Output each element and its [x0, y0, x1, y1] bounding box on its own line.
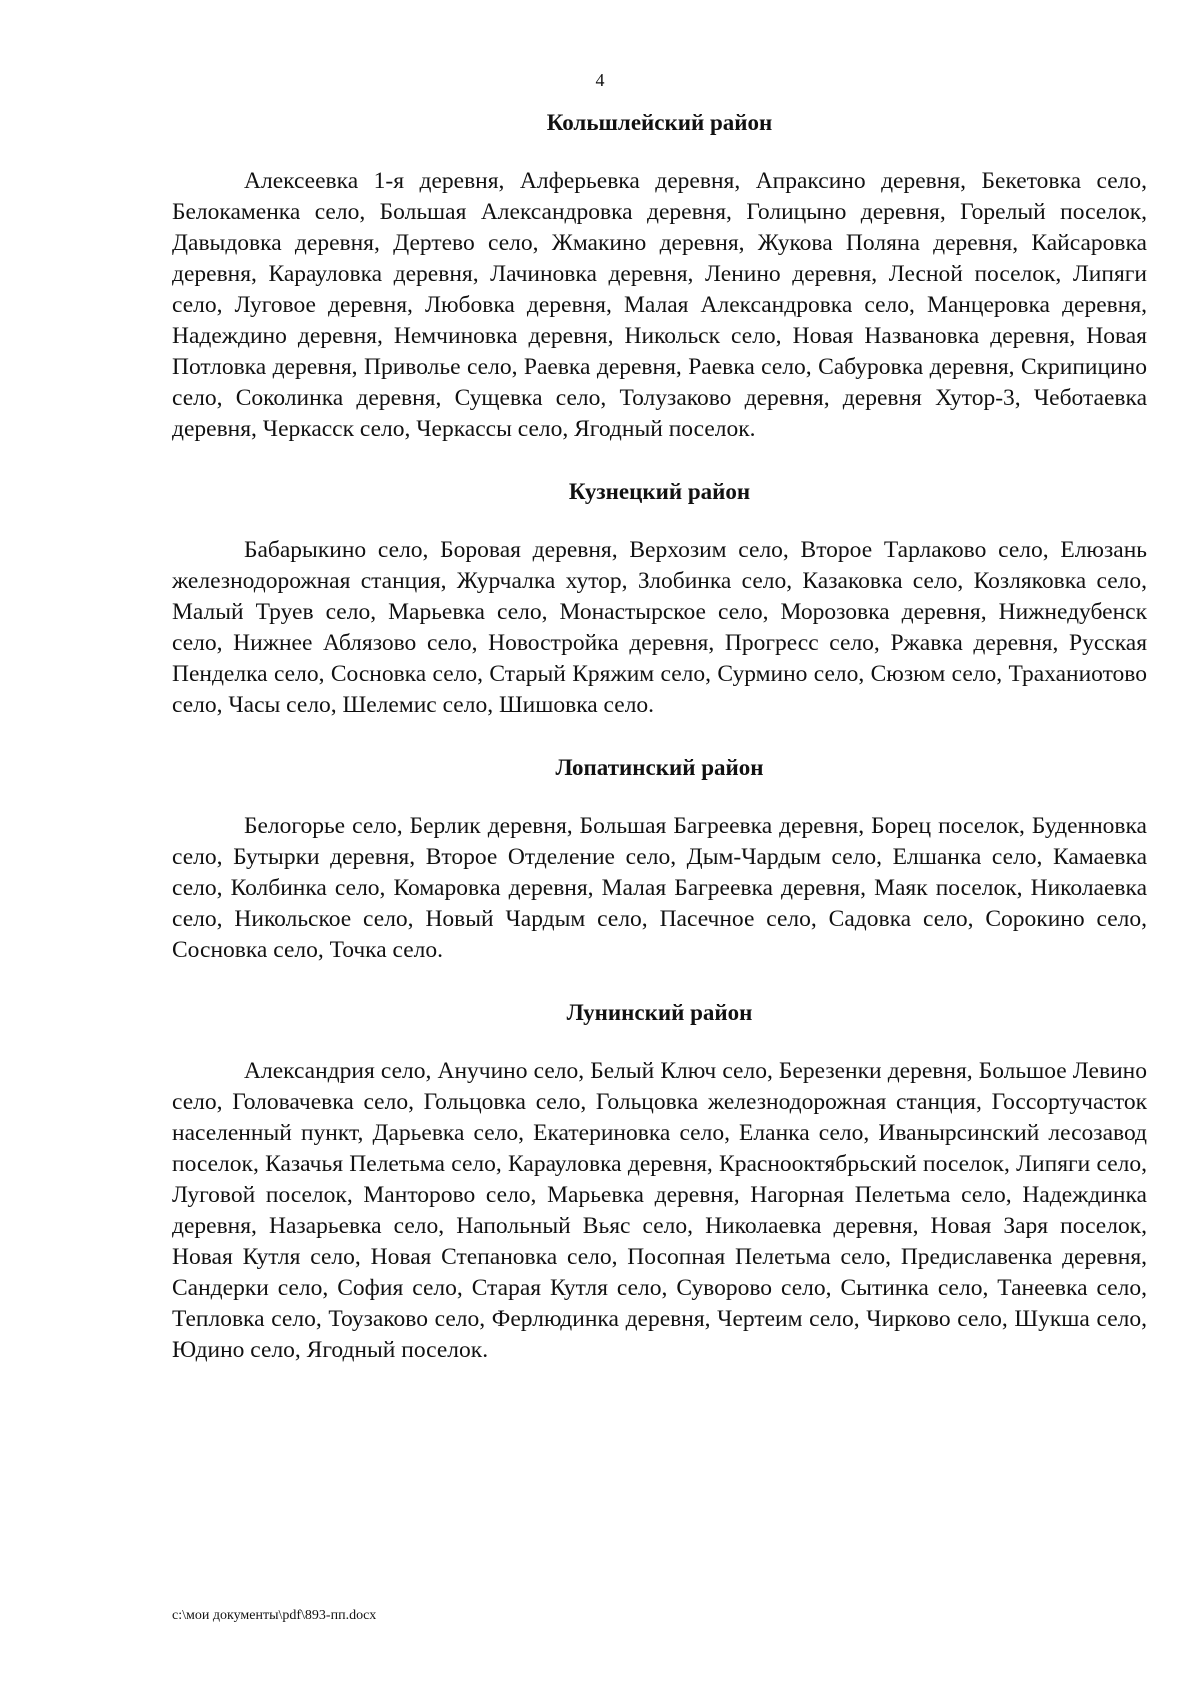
section-text: Алексеевка 1-я деревня, Алферьевка деревня, Апраксино деревня, Бекетовка село, Белокаменка село, Большая Александровка деревня, Голицыно деревня, Горелый поселок, Давыдовка деревня, Дертево село, Жмакино деревня, Жукова Поляна деревня, Кайсаровка деревня, Карауловка деревня, Лачиновка деревня, Ленино деревня, Лесной поселок, Липяги село, Луговое деревня, Любовка деревня, Малая Александровка село, Манцеровка деревня, Надеждино деревня, Немчиновка деревня, Никольск село, Новая Названовка деревня, Новая Потловка деревня, Приволье село, Раевка деревня, Раевка село, Сабуровка деревня, Скрипицино село, Соколинка деревня, Сущевка село, Толузаково деревня, деревня Хутор-3, Чеботаевка деревня, Черкасск село, Черкассы село, Ягодный поселок.	[172, 168, 1147, 442]
section-text: Бабарыкино село, Боровая деревня, Верхозим село, Второе Тарлаково село, Елюзань железнодорожная станция, Журчалка хутор, Злобинка село, Казаковка село, Козляковка село, Малый Труев село, Марьевка село, Монастырское село, Морозовка деревня, Нижнедубенск село, Нижнее Аблязово село, Новостройка деревня, Прогресс село, Ржавка деревня, Русская Пенделка село, Сосновка село, Старый Кряжим село, Сурмино село, Сюзюм село, Траханиотово село, Часы село, Шелемис село, Шишовка село.	[172, 537, 1147, 718]
document-body	[172, 108, 1147, 1398]
footer-file-path: c:\мои документы\pdf\893-пп.docx	[172, 1608, 377, 1623]
section-kolyshley	[172, 108, 1147, 445]
section-text: Александрия село, Анучино село, Белый Ключ село, Березенки деревня, Большое Левино село, Головачевка село, Гольцовка село, Гольцовка железнодорожная станция, Госсортучасток населенный пункт, Дарьевка село, Екатериновка село, Еланка село, Иванырсинский лесозавод поселок, Казачья Пелетьма село, Карауловка деревня, Краснооктябрьский поселок, Липяги село, Луговой поселок, Манторово село, Марьевка деревня, Нагорная Пелетьма село, Надеждинка деревня, Назарьевка село, Напольный Вьяс село, Николаевка деревня, Новая Заря поселок, Новая Кутля село, Новая Степановка село, Посопная Пелетьма село, Предиславенка деревня, Сандерки село, София село, Старая Кутля село, Суворово село, Сытинка село, Танеевка село, Тепловка село, Тоузаково село, Ферлюдинка деревня, Чертеим село, Чирково село, Шукша село, Юдино село, Ягодный поселок.	[172, 1058, 1147, 1363]
section-title: Кольшлейский район	[546, 110, 773, 135]
section-lunino	[172, 998, 1147, 1366]
section-title: Лунинский район	[566, 1000, 753, 1025]
page-number: 4	[595, 70, 605, 90]
section-kuznetsk	[172, 477, 1147, 721]
section-title: Кузнецкий район	[568, 479, 751, 504]
section-text: Белогорье село, Берлик деревня, Большая Багреевка деревня, Борец поселок, Буденновка село, Бутырки деревня, Второе Отделение село, Дым-Чардым село, Елшанка село, Камаевка село, Колбинка село, Комаровка деревня, Малая Багреевка деревня, Маяк поселок, Николаевка село, Никольское село, Новый Чардым село, Пасечное село, Садовка село, Сорокино село, Сосновка село, Точка село.	[172, 813, 1147, 963]
section-title: Лопатинский район	[555, 755, 764, 780]
section-lopatino	[172, 753, 1147, 966]
